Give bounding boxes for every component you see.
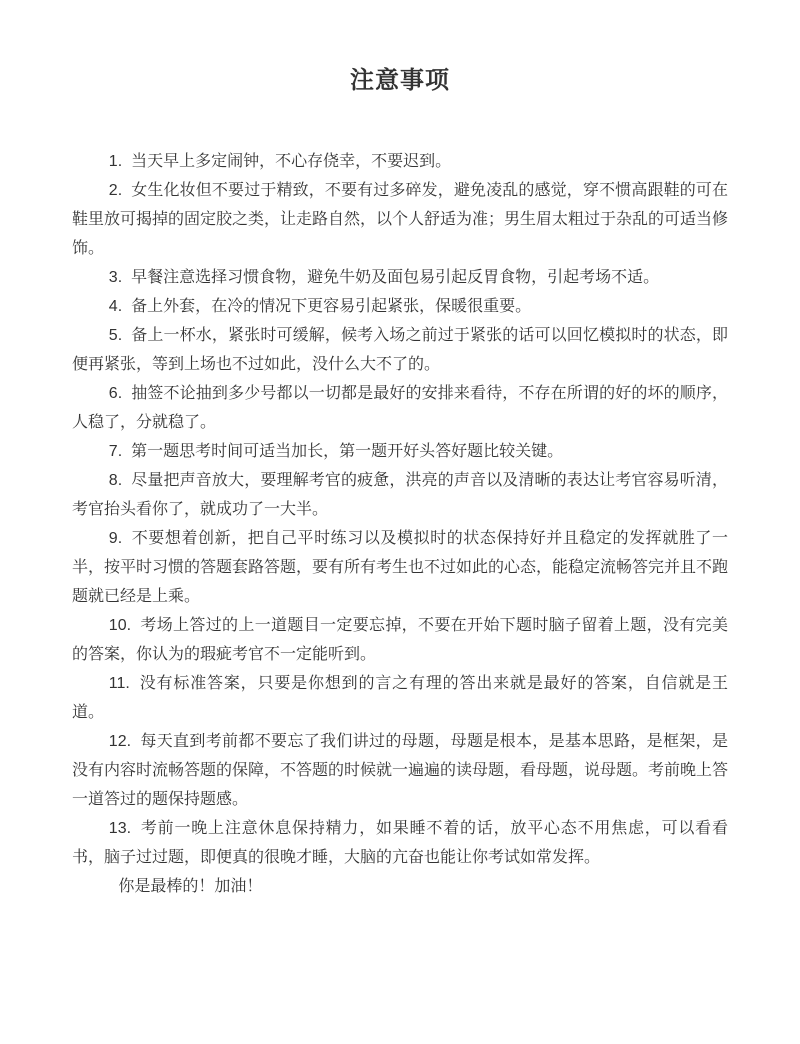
list-item bbox=[72, 263, 728, 292]
item-number: 11. bbox=[108, 675, 130, 692]
list-item bbox=[72, 437, 728, 466]
item-text: 第一题思考时间可适当加长，第一题开好头答好题比较关键。 bbox=[131, 443, 564, 460]
item-number: 1. bbox=[108, 153, 123, 170]
list-item bbox=[72, 379, 728, 437]
list-item bbox=[72, 814, 728, 872]
item-number: 3. bbox=[108, 269, 123, 286]
item-text: 备上一杯水，紧张时可缓解，候考入场之前过于紧张的话可以回忆模拟时的状态，即便再紧张，等到上场也不过如此，没什么大不了的。 bbox=[72, 327, 728, 373]
item-text: 考前一晚上注意休息保持精力，如果睡不着的话，放平心态不用焦虑，可以看看书，脑子过过题，即便真的很晚才睡，大脑的亢奋也能让你考试如常发挥。 bbox=[72, 820, 728, 866]
item-text: 抽签不论抽到多少号都以一切都是最好的安排来看待，不存在所谓的好的坏的顺序，人稳了，分就稳了。 bbox=[72, 385, 728, 431]
list-item bbox=[72, 147, 728, 176]
item-text: 没有标准答案，只要是你想到的言之有理的答出来就是最好的答案，自信就是王道。 bbox=[72, 675, 728, 721]
item-number: 7. bbox=[108, 443, 123, 460]
item-text: 考场上答过的上一道题目一定要忘掉，不要在开始下题时脑子留着上题，没有完美的答案，你认为的瑕疵考官不一定能听到。 bbox=[72, 617, 728, 663]
item-text: 备上外套，在冷的情况下更容易引起紧张，保暖很重要。 bbox=[131, 298, 532, 315]
item-text: 早餐注意选择习惯食物，避免牛奶及面包易引起反胃食物，引起考场不适。 bbox=[131, 269, 660, 286]
item-text: 每天直到考前都不要忘了我们讲过的母题，母题是根本，是基本思路，是框架，是没有内容时流畅答题的保障，不答题的时候就一遍遍的读母题，看母题，说母题。考前晚上答一道答过的题保持题感。 bbox=[72, 733, 729, 808]
list-item bbox=[72, 176, 728, 263]
item-number: 13. bbox=[108, 820, 132, 837]
item-text: 不要想着创新，把自己平时练习以及模拟时的状态保持好并且稳定的发挥就胜了一半，按平时习惯的答题套路答题，要有所有考生也不过如此的心态，能稳定流畅答完并且不跑题就已经是上乘。 bbox=[72, 530, 729, 605]
item-text: 女生化妆但不要过于精致，不要有过多碎发，避免凌乱的感觉，穿不惯高跟鞋的可在鞋里放可揭掉的固定胶之类，让走路自然，以个人舒适为准；男生眉太粗过于杂乱的可适当修饰。 bbox=[72, 182, 729, 257]
item-number: 8. bbox=[108, 472, 123, 489]
list-item bbox=[72, 321, 728, 379]
page-title: 注意事项 bbox=[350, 67, 450, 94]
list-item bbox=[72, 292, 728, 321]
item-number: 9. bbox=[108, 530, 123, 547]
item-text: 尽量把声音放大，要理解考官的疲惫，洪亮的声音以及清晰的表达让考官容易听清，考官抬头看你了，就成功了一大半。 bbox=[72, 472, 728, 518]
item-number: 6. bbox=[108, 385, 123, 402]
closing-line: 你是最棒的！加油！ bbox=[118, 878, 263, 895]
list-item bbox=[72, 727, 728, 814]
item-number: 10. bbox=[108, 617, 132, 634]
notice-list bbox=[72, 147, 728, 872]
item-number: 12. bbox=[108, 733, 132, 750]
list-item bbox=[72, 611, 728, 669]
list-item bbox=[72, 524, 728, 611]
item-number: 4. bbox=[108, 298, 123, 315]
list-item bbox=[72, 466, 728, 524]
item-number: 2. bbox=[108, 182, 123, 199]
list-item bbox=[72, 669, 728, 727]
item-number: 5. bbox=[108, 327, 123, 344]
item-text: 当天早上多定闹钟，不心存侥幸，不要迟到。 bbox=[131, 153, 452, 170]
